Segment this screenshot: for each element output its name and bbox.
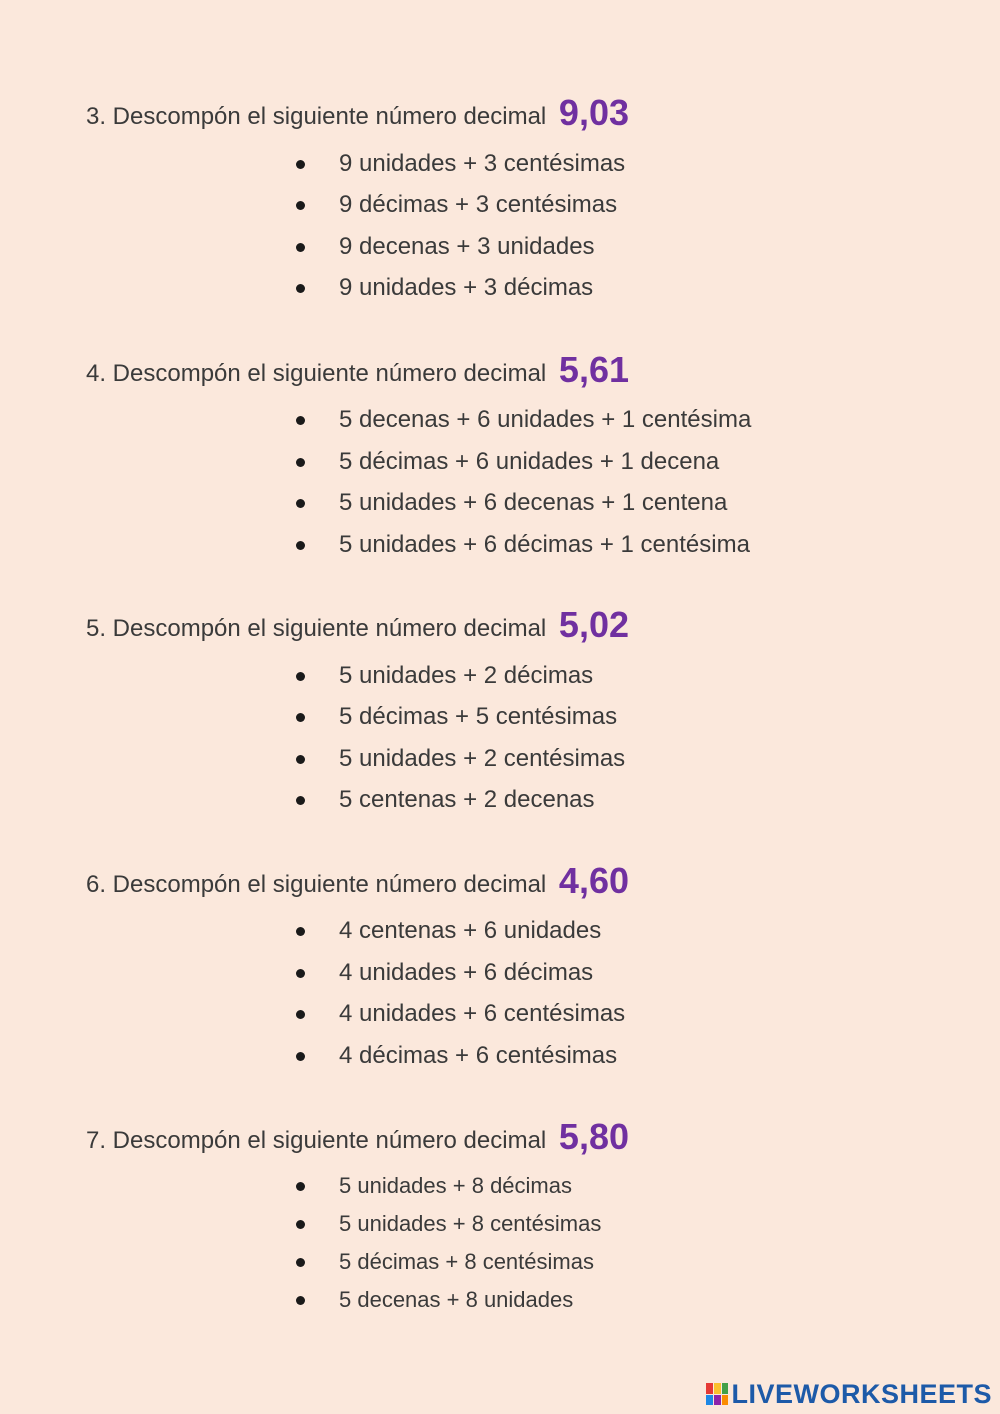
bullet-icon xyxy=(296,1296,305,1305)
bullet-icon xyxy=(296,796,305,805)
bullet-icon xyxy=(296,160,305,169)
liveworksheets-logo-icon xyxy=(706,1383,728,1405)
option-label: 5 centenas + 2 decenas xyxy=(339,786,595,813)
bullet-icon xyxy=(296,458,305,467)
brand-name: LIVEWORKSHEETS xyxy=(731,1378,992,1409)
option-label: 5 decenas + 8 unidades xyxy=(339,1287,574,1312)
option-label: 5 unidades + 6 decenas + 1 centena xyxy=(339,489,728,516)
option-label: 4 unidades + 6 décimas xyxy=(339,959,594,986)
bullet-icon xyxy=(296,284,305,293)
option-label: 9 unidades + 3 décimas xyxy=(339,274,594,301)
decimal-number: 5,02 xyxy=(558,604,629,645)
bullet-icon xyxy=(296,755,305,764)
option-label: 5 décimas + 5 centésimas xyxy=(339,703,618,730)
prompt-text: 7. Descompón el siguiente número decimal xyxy=(86,1127,547,1154)
bullet-icon xyxy=(296,927,305,936)
option-label: 9 unidades + 3 centésimas xyxy=(339,150,626,177)
option-label: 5 décimas + 8 centésimas xyxy=(339,1249,594,1274)
question-prompt xyxy=(86,349,629,390)
prompt-text: 4. Descompón el siguiente número decimal xyxy=(86,360,547,387)
footer-logo[interactable] xyxy=(706,1378,992,1410)
bullet-icon xyxy=(296,1052,305,1061)
option-label: 5 decenas + 6 unidades + 1 centésima xyxy=(339,406,752,433)
option-label: 5 unidades + 6 décimas + 1 centésima xyxy=(339,531,750,558)
question-prompt xyxy=(86,860,629,901)
option-label: 5 unidades + 2 décimas xyxy=(339,662,594,689)
option-label: 9 decenas + 3 unidades xyxy=(339,233,595,260)
option-label: 4 unidades + 6 centésimas xyxy=(339,1000,626,1027)
bullet-icon xyxy=(296,1220,305,1229)
bullet-icon xyxy=(296,1182,305,1191)
bullet-icon xyxy=(296,1258,305,1267)
question-prompt xyxy=(86,604,629,645)
option-label: 4 décimas + 6 centésimas xyxy=(339,1042,618,1069)
bullet-icon xyxy=(296,1010,305,1019)
bullet-icon xyxy=(296,499,305,508)
bullet-icon xyxy=(296,713,305,722)
option-label: 9 décimas + 3 centésimas xyxy=(339,191,618,218)
question-prompt xyxy=(86,92,629,133)
prompt-text: 3. Descompón el siguiente número decimal xyxy=(86,103,547,130)
decimal-number: 9,03 xyxy=(558,92,629,133)
option-label: 5 décimas + 6 unidades + 1 decena xyxy=(339,448,720,475)
prompt-text: 5. Descompón el siguiente número decimal xyxy=(86,615,547,642)
option-label: 4 centenas + 6 unidades xyxy=(339,917,602,944)
bullet-icon xyxy=(296,201,305,210)
bullet-icon xyxy=(296,541,305,550)
prompt-text: 6. Descompón el siguiente número decimal xyxy=(86,871,547,898)
decimal-number: 5,80 xyxy=(558,1116,629,1157)
bullet-icon xyxy=(296,243,305,252)
bullet-icon xyxy=(296,416,305,425)
decimal-number: 5,61 xyxy=(558,349,629,390)
option-label: 5 unidades + 2 centésimas xyxy=(339,745,626,772)
bullet-icon xyxy=(296,672,305,681)
option-label: 5 unidades + 8 décimas xyxy=(339,1173,572,1198)
decimal-number: 4,60 xyxy=(558,860,629,901)
question-prompt xyxy=(86,1116,629,1157)
option-label: 5 unidades + 8 centésimas xyxy=(339,1211,602,1236)
bullet-icon xyxy=(296,969,305,978)
